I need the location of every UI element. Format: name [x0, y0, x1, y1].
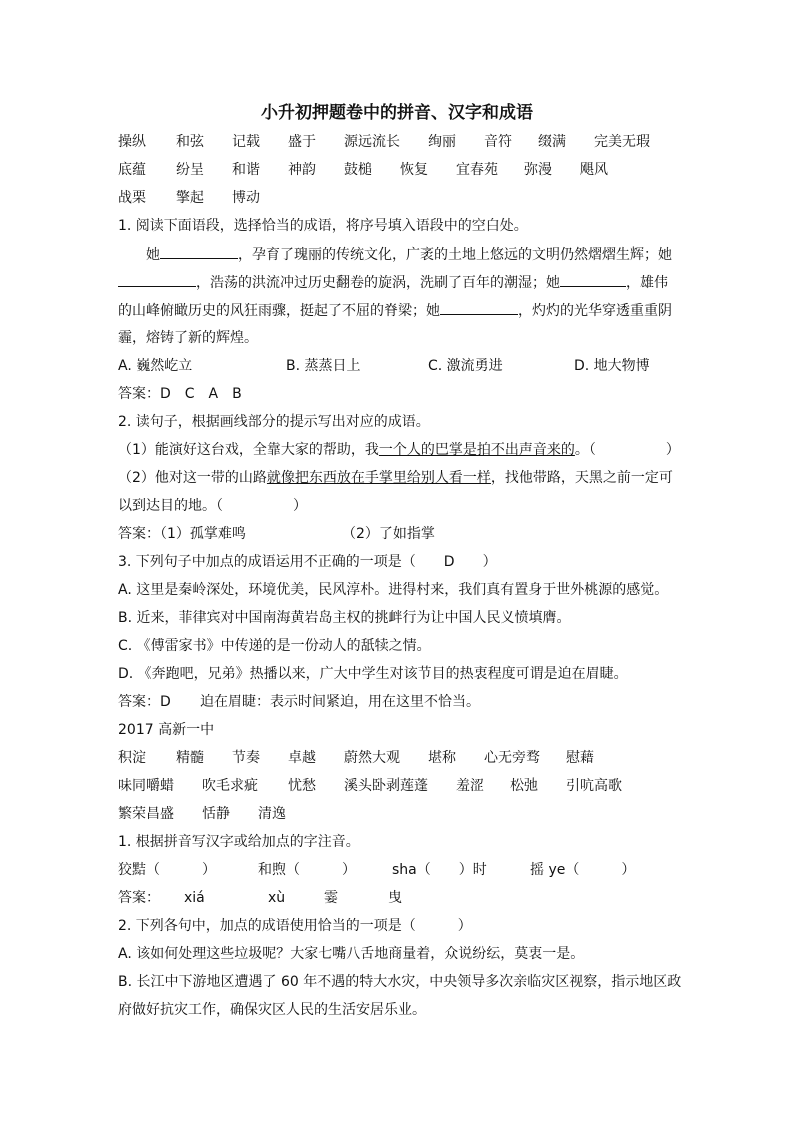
question-2: 2. 读句子，根据画线部分的提示写出对应的成语。	[118, 414, 430, 430]
vocab-row-2	[118, 161, 678, 179]
vocab-word: 博动	[232, 190, 260, 206]
vocab2-row-3	[118, 805, 678, 823]
passage-line-2	[118, 273, 678, 292]
sentence-text: （2）他对这一带的山路	[118, 470, 267, 486]
passage-line-3	[118, 301, 678, 320]
vocab-word: 溪头卧剥莲蓬	[344, 778, 428, 794]
vocab-word: 松弛	[510, 778, 538, 794]
vocab-word: 繁荣昌盛	[118, 806, 174, 822]
vocab-word: 宜春苑	[456, 162, 498, 178]
fill-blank[interactable]	[560, 273, 626, 287]
vocab-word: 盛于	[288, 134, 316, 150]
vocab-word: 和谐	[232, 162, 260, 178]
section-heading: 2017 高新一中	[118, 722, 215, 738]
page-title: 小升初押题卷中的拼音、汉字和成语	[261, 103, 533, 123]
question-idiom: 2. 下列各句中，加点的成语使用恰当的一项是（ ）	[118, 918, 472, 934]
vocab-word: 纷呈	[176, 162, 204, 178]
q5-option-a: A. 该如何处理这些垃圾呢？大家七嘴八舌地商量着，众说纷纭，莫衷一是。	[118, 946, 585, 962]
passage-line-4: 霾，熔铸了新的辉煌。	[118, 330, 258, 346]
vocab-word: 源远流长	[344, 134, 400, 150]
vocab-word: 缀满	[538, 134, 566, 150]
vocab2-row-1	[118, 749, 678, 767]
vocab-word: 和弦	[176, 134, 204, 150]
pinyin-answers	[118, 889, 678, 907]
vocab-word: 恢复	[400, 162, 428, 178]
vocab-word: 擎起	[176, 190, 204, 206]
passage-line-1	[118, 245, 678, 264]
passage-text: ，灼灼的光华穿透重重阴	[518, 303, 672, 319]
vocab-word: 完美无瑕	[594, 134, 650, 150]
fill-blank[interactable]	[160, 245, 238, 259]
q1-options	[118, 357, 678, 375]
pinyin-answer: xiá	[184, 890, 205, 906]
pinyin-item: 和煦（ ）	[258, 862, 356, 878]
answer-text: 答案：（1）孤掌难鸣	[118, 526, 246, 542]
passage-text: 的山峰俯瞰历史的风狂雨骤，挺起了不屈的脊梁；她	[118, 303, 440, 319]
sentence-text: 。（ ）	[574, 442, 680, 458]
pinyin-item: 狡黠（ ）	[118, 862, 216, 878]
answer-text: 答案：D	[118, 694, 171, 710]
vocab-row-1	[118, 133, 678, 151]
q2-sentence-1	[118, 441, 678, 459]
passage-text: ，雄伟	[626, 275, 668, 291]
underlined-hint: 就像把东西放在手掌里给别人看一样	[266, 470, 491, 486]
q3-option-c: C. 《傅雷家书》中传递的是一份动人的舐犊之情。	[118, 638, 431, 654]
vocab-word: 操纵	[118, 134, 146, 150]
vocab-word: 恬静	[202, 806, 230, 822]
q1-answer: 答案：D C A B	[118, 386, 242, 402]
sentence-text: ，找他带路，天黑之前一定可	[490, 470, 673, 486]
vocab-word: 底蕴	[118, 162, 146, 178]
q2-sentence-2	[118, 469, 678, 487]
sentence-text: （1）能演好这台戏，全靠大家的帮助，我	[118, 442, 379, 458]
vocab2-row-2	[118, 777, 678, 795]
q3-option-a: A. 这里是秦岭深处，环境优美，民风淳朴。进得村来，我们真有置身于世外桃源的感觉。	[118, 582, 669, 598]
option-c: C. 激流勇进	[428, 358, 503, 374]
vocab-word: 鼓槌	[344, 162, 372, 178]
fill-blank[interactable]	[440, 301, 518, 315]
vocab-word: 积淀	[118, 750, 146, 766]
q3-option-d: D. 《奔跑吧，兄弟》热播以来，广大中学生对该节目的热衷程度可谓是迫在眉睫。	[118, 666, 628, 682]
pinyin-answer: 曳	[388, 890, 402, 906]
vocab-word: 羞涩	[456, 778, 484, 794]
vocab-word: 引吭高歌	[566, 778, 622, 794]
vocab-word: 忧愁	[288, 778, 316, 794]
vocab-word: 堪称	[428, 750, 456, 766]
answer-note: 迫在眉睫：表示时间紧迫，用在这里不恰当。	[200, 694, 480, 710]
vocab-word: 心无旁骛	[484, 750, 540, 766]
vocab-row-3	[118, 189, 678, 207]
vocab-word: 音符	[484, 134, 512, 150]
pinyin-answer: xù	[268, 890, 286, 906]
question-3: 3. 下列句子中加点的成语运用不正确的一项是（ D ）	[118, 554, 497, 570]
option-d: D. 地大物博	[574, 358, 650, 374]
underlined-hint: 一个人的巴掌是拍不出声音来的	[378, 442, 575, 458]
q5-option-b-cont: 府做好抗灾工作，确保灾区人民的生活安居乐业。	[118, 1002, 426, 1018]
pinyin-item: 摇 ye（ ）	[530, 862, 636, 878]
vocab-word: 飓风	[580, 162, 608, 178]
vocab-word: 慰藉	[566, 750, 594, 766]
q2-sentence-2-cont: 以到达目的地。（ ）	[118, 498, 307, 514]
fill-blank[interactable]	[118, 273, 196, 287]
passage-text: ，孕育了瑰丽的传统文化，广袤的土地上悠远的文明仍然熠熠生辉；她	[238, 247, 672, 263]
passage-text: 她	[146, 247, 160, 263]
pinyin-items	[118, 861, 678, 879]
vocab-word: 战栗	[118, 190, 146, 206]
passage-text: ，浩荡的洪流冲过历史翻卷的旋涡，洗刷了百年的潮湿；她	[196, 275, 560, 291]
vocab-word: 精髓	[176, 750, 204, 766]
vocab-word: 味同嚼蜡	[118, 778, 174, 794]
vocab-word: 清逸	[258, 806, 286, 822]
answer-text: （2）了如指掌	[342, 526, 435, 542]
vocab-word: 记载	[232, 134, 260, 150]
question-1: 1. 阅读下面语段，选择恰当的成语，将序号填入语段中的空白处。	[118, 218, 528, 234]
vocab-word: 吹毛求疵	[202, 778, 258, 794]
q5-option-b: B. 长江中下游地区遭遇了 60 年不遇的特大水灾，中央领导多次亲临灾区视察，指示地区政	[118, 974, 682, 990]
vocab-word: 蔚然大观	[344, 750, 400, 766]
pinyin-item: sha（ ）时	[392, 862, 487, 878]
vocab-word: 卓越	[288, 750, 316, 766]
option-a: A. 巍然屹立	[118, 358, 193, 374]
pinyin-answer: 霎	[324, 890, 338, 906]
option-b: B. 蒸蒸日上	[286, 358, 361, 374]
answer-label: 答案：	[118, 890, 160, 906]
question-pinyin: 1. 根据拼音写汉字或给加点的字注音。	[118, 834, 360, 850]
q3-answer	[118, 693, 678, 711]
vocab-word: 节奏	[232, 750, 260, 766]
q3-option-b: B. 近来，菲律宾对中国南海黄岩岛主权的挑衅行为让中国人民义愤填膺。	[118, 610, 571, 626]
vocab-word: 神韵	[288, 162, 316, 178]
vocab-word: 绚丽	[428, 134, 456, 150]
q2-answer	[118, 525, 678, 543]
vocab-word: 弥漫	[524, 162, 552, 178]
